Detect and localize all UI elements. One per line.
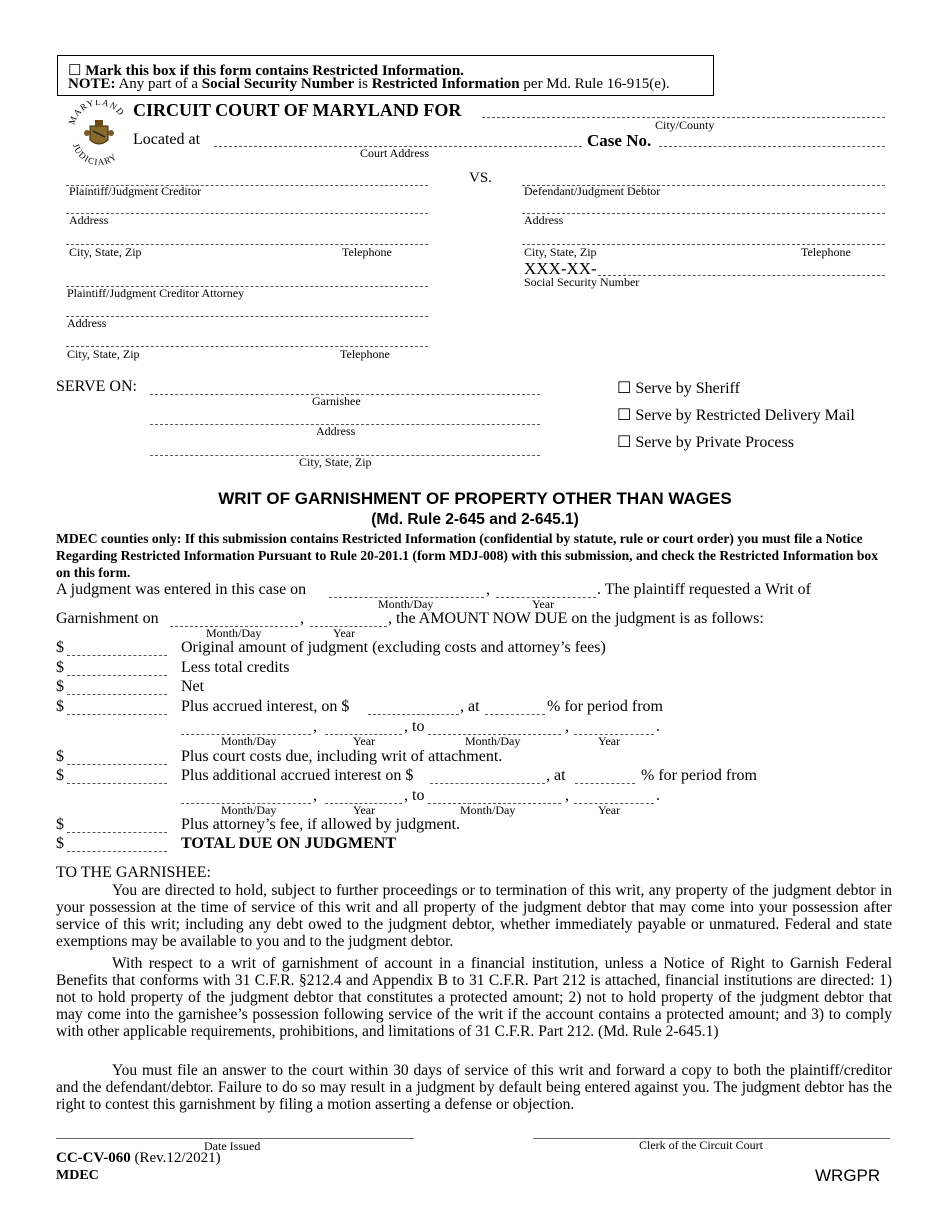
date-issued-label: Date Issued	[204, 1139, 261, 1153]
case-no-label: Case No.	[587, 131, 652, 150]
serve-on-label: SERVE ON:	[56, 378, 137, 395]
located-at-label: Located at	[133, 131, 201, 148]
accrued-interest-label: Plus accrued interest, on $	[181, 698, 350, 715]
writ-title: WRIT OF GARNISHMENT OF PROPERTY OTHER THAN WAGES	[218, 489, 732, 508]
garnishment-year-label: Year	[333, 626, 356, 640]
accrued-to-month-day-label: Month/Day	[465, 734, 521, 748]
judgment-comma: ,	[486, 581, 490, 598]
additional-to-month-day-label: Month/Day	[460, 803, 516, 817]
clerk-label: Clerk of the Circuit Court	[639, 1138, 763, 1152]
credits-label: Less total credits	[181, 659, 290, 676]
maryland-judiciary-seal	[66, 100, 132, 166]
accrued-from-comma: ,	[313, 718, 317, 735]
ssn-field[interactable]	[598, 275, 885, 276]
dollar-sign: $	[56, 767, 64, 784]
serve-option-mail[interactable]	[617, 405, 855, 425]
additional-period-text: % for period from	[641, 767, 757, 784]
accrued-period-end: .	[656, 718, 660, 735]
original-amount-label: Original amount of judgment (excluding costs and attorney’s fees)	[181, 639, 606, 656]
note-label: NOTE:	[68, 76, 116, 92]
court-address-label: Court Address	[360, 146, 429, 160]
attorney-label: Plaintiff/Judgment Creditor Attorney	[67, 286, 245, 300]
court-costs-label: Plus court costs due, including writ of attachment.	[181, 748, 503, 765]
plaintiff-address-field[interactable]	[66, 213, 428, 214]
restricted-info-note	[68, 76, 670, 93]
mdec-label: MDEC	[56, 1168, 99, 1183]
ssn-prefix: XXX-XX-	[524, 259, 597, 278]
form-number-code: CC-CV-060	[56, 1150, 131, 1166]
garnishment-on-text: Garnishment on	[56, 610, 159, 627]
writ-requested-text: . The plaintiff requested a Writ of	[597, 581, 811, 598]
dollar-sign: $	[56, 835, 64, 852]
additional-period-end: .	[656, 787, 660, 804]
seal-top-text: MARYLAND	[66, 100, 127, 126]
note-text-2: is	[358, 76, 369, 92]
garnishee-paragraph-1: You are directed to hold, subject to further proceedings or to termination of this writ, any property of the judgment debtor in your possession at the time of service of this writ and all property of the judgment debtor that may come into your possession after service of this writ; including any debt owed to the judgment debtor, whether immediately payable or unmatured. Federal and state exemptions may be available to you and to the judgment debtor.	[56, 882, 892, 950]
garnishment-comma: ,	[300, 610, 304, 627]
serve-sheriff-checkbox[interactable]: ☐	[617, 380, 632, 397]
accrued-from-month-day-label: Month/Day	[221, 734, 277, 748]
defendant-label: Defendant/Judgment Debtor	[524, 184, 661, 198]
note-ri: Restricted Information	[371, 76, 520, 92]
accrued-from-year-label: Year	[353, 734, 376, 748]
note-text-1: Any part of a	[118, 76, 199, 92]
judgment-month-day-label: Month/Day	[378, 597, 434, 611]
additional-to-text: , to	[404, 787, 425, 804]
defendant-address-field[interactable]	[522, 213, 885, 214]
additional-from-month-day-label: Month/Day	[221, 803, 277, 817]
court-costs-field[interactable]	[67, 764, 167, 765]
vs-label: VS.	[469, 170, 492, 186]
net-label: Net	[181, 678, 205, 695]
accrued-to-text: , to	[404, 718, 425, 735]
additional-at-text: , at	[546, 767, 566, 784]
case-no-field[interactable]	[659, 146, 885, 147]
total-due-field[interactable]	[67, 851, 167, 852]
accrued-rate-field[interactable]	[485, 714, 545, 715]
garnishee-address-label: Address	[316, 424, 356, 438]
accrued-to-year-label: Year	[598, 734, 621, 748]
additional-on-amount-field[interactable]	[430, 783, 545, 784]
garnishee-csz-label: City, State, Zip	[299, 455, 372, 469]
ssn-label: Social Security Number	[524, 275, 640, 289]
serve-option-private[interactable]	[617, 432, 794, 452]
additional-interest-label: Plus additional accrued interest on $	[181, 767, 414, 784]
note-ssn: Social Security Number	[201, 76, 355, 92]
additional-to-comma: ,	[565, 787, 569, 804]
garnishee-label: Garnishee	[312, 394, 361, 408]
city-county-label: City/County	[655, 118, 715, 132]
attorney-fee-field[interactable]	[67, 832, 167, 833]
court-title: CIRCUIT COURT OF MARYLAND FOR	[133, 100, 462, 120]
seal-crest-icon	[84, 120, 114, 144]
defendant-tel-label: Telephone	[801, 245, 851, 259]
serve-private-label: Serve by Private Process	[635, 434, 794, 451]
additional-rate-field[interactable]	[575, 783, 635, 784]
defendant-csz-label: City, State, Zip	[524, 245, 597, 259]
writ-subtitle: (Md. Rule 2-645 and 2-645.1)	[371, 511, 579, 528]
serve-option-sheriff[interactable]	[617, 378, 740, 398]
serve-sheriff-label: Serve by Sheriff	[635, 380, 740, 397]
dollar-sign: $	[56, 678, 64, 695]
total-due-label: TOTAL DUE ON JUDGMENT	[181, 835, 396, 852]
additional-from-year-label: Year	[353, 803, 376, 817]
judgment-entered-text: A judgment was entered in this case on	[56, 581, 307, 598]
plaintiff-csz-label: City, State, Zip	[69, 245, 142, 259]
serve-mail-checkbox[interactable]: ☐	[617, 407, 632, 424]
dollar-sign: $	[56, 748, 64, 765]
to-garnishee-heading: TO THE GARNISHEE:	[56, 864, 211, 881]
note-text-3: per Md. Rule 16-915(e).	[523, 76, 670, 92]
garnishee-paragraph-3: You must file an answer to the court within 30 days of service of this writ and forward a copy to both the plaintiff/creditor and the defendant/debtor. Failure to do so may result in a judgment by default being entered against you. The judgment debtor has the right to contest this garnishment by filing a motion asserting a defense or objection.	[56, 1062, 892, 1113]
form-revision: (Rev.12/2021)	[134, 1150, 221, 1166]
seal-bottom-text: JUDICIARY	[70, 142, 120, 166]
accrued-period-text: % for period from	[547, 698, 663, 715]
accrued-to-comma: ,	[565, 718, 569, 735]
attorney-address-field[interactable]	[66, 316, 428, 317]
attorney-csz-label: City, State, Zip	[67, 347, 140, 361]
mdec-notice: MDEC counties only: If this submission contains Restricted Information (confidential by statute, rule or court order) you must file a Notice Regarding Restricted Information Pursuant to Rule 20-201.1 (form MDJ-008) with this submission, and check the Restricted Information box on this form.	[56, 531, 879, 580]
garnishee-paragraph-2: With respect to a writ of garnishment of account in a financial institution, unless a Notice of Right to Garnish Federal Benefits that conforms with 31 C.F.R. §212.4 and Appendix B to 31 C.F.R. Part 212 is attached, financial institutions are directed: 1) not to hold property of the judgment debtor that constitutes a protected amount; 2) not to hold property of the judgment debtor that may come into the garnishee’s possession following service of the writ if the account contains a protected amount; and 3) to comply with other applicable requirements, prohibitions, and limitations of 31 C.F.R. Part 212. (Md. Rule 2-645.1)	[56, 955, 892, 1040]
form-number	[56, 1150, 221, 1167]
dollar-sign: $	[56, 639, 64, 656]
dollar-sign: $	[56, 659, 64, 676]
serve-private-checkbox[interactable]: ☐	[617, 434, 632, 451]
plaintiff-label: Plaintiff/Judgment Creditor	[69, 184, 202, 198]
attorney-address-label: Address	[67, 316, 107, 330]
accrued-on-amount-field[interactable]	[368, 714, 459, 715]
amount-now-due-text: , the AMOUNT NOW DUE on the judgment is as follows:	[388, 610, 764, 627]
dollar-sign: $	[56, 698, 64, 715]
judgment-year-label: Year	[532, 597, 555, 611]
credits-field[interactable]	[67, 675, 167, 676]
restricted-info-checkbox[interactable]: ☐	[68, 63, 82, 79]
restricted-info-title: Mark this box if this form contains Restricted Information.	[85, 63, 464, 79]
attorney-tel-label: Telephone	[340, 347, 390, 361]
net-field[interactable]	[67, 694, 167, 695]
form-code: WRGPR	[815, 1166, 881, 1185]
plaintiff-address-label: Address	[69, 213, 109, 227]
additional-interest-field[interactable]	[67, 783, 167, 784]
defendant-address-label: Address	[524, 213, 564, 227]
dollar-sign: $	[56, 816, 64, 833]
svg-text:JUDICIARY	[71, 142, 119, 166]
additional-from-comma: ,	[313, 787, 317, 804]
additional-to-year-label: Year	[598, 803, 621, 817]
accrued-interest-field[interactable]	[67, 714, 167, 715]
original-amount-field[interactable]	[67, 655, 167, 656]
accrued-at-text: , at	[460, 698, 480, 715]
plaintiff-tel-label: Telephone	[342, 245, 392, 259]
garnishment-month-day-label: Month/Day	[206, 626, 262, 640]
serve-mail-label: Serve by Restricted Delivery Mail	[635, 407, 855, 424]
attorney-fee-label: Plus attorney’s fee, if allowed by judgment.	[181, 816, 461, 833]
